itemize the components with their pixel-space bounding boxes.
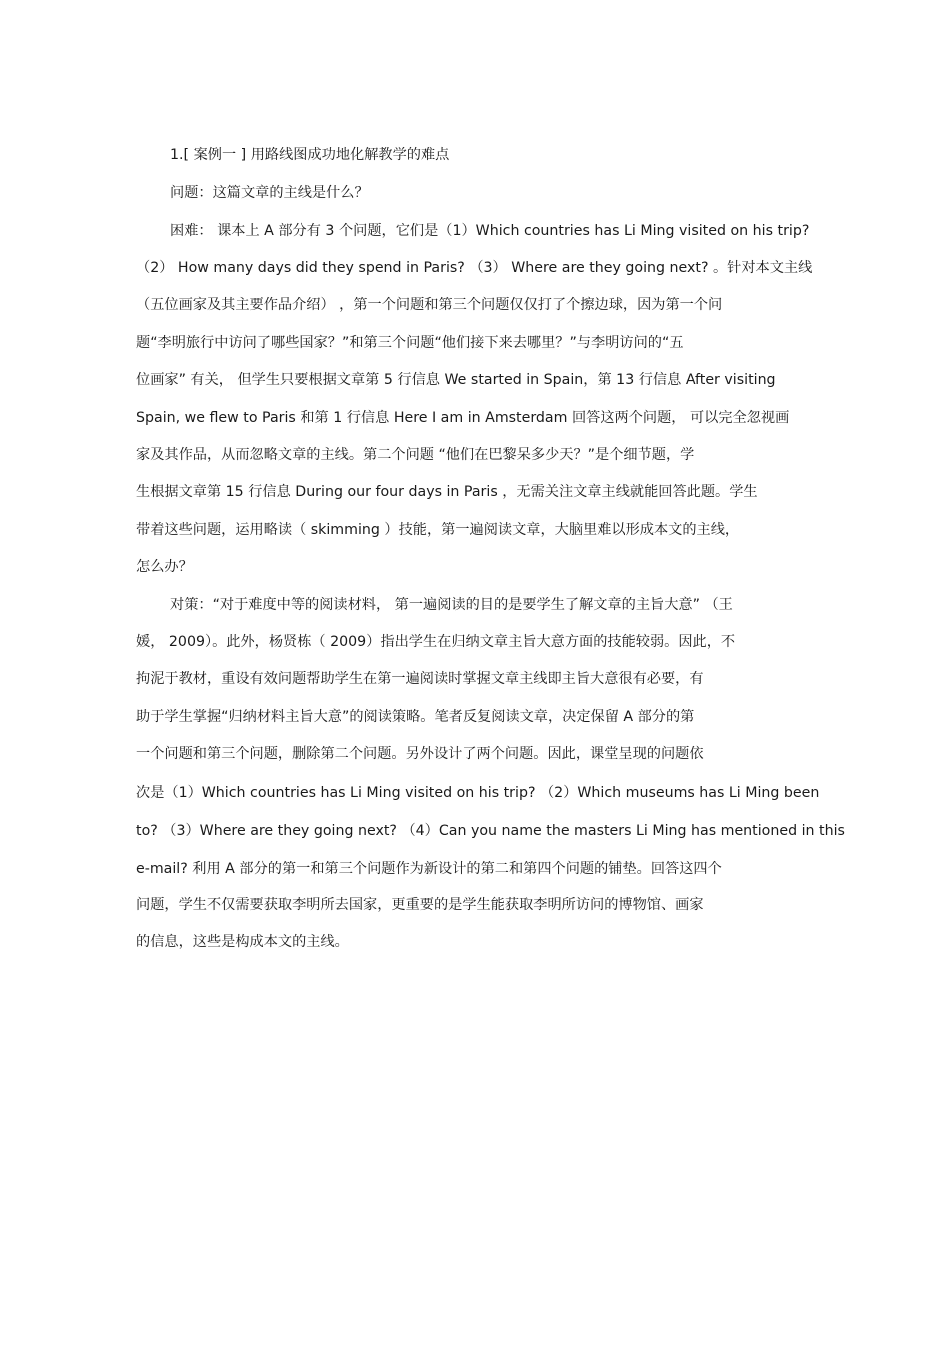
question-line: 问题：这篇文章的主线是什么？ <box>170 185 369 201</box>
text-line: Spain, we flew to Paris 和第 1 行信息 Here I am in Amsterdam 回答这两个问题， 可以完全忽视画 <box>136 410 790 426</box>
text-line: （五位画家及其主要作品介绍） ，第一个问题和第三个问题仅仅打了个擦边球，因为第一个问 <box>136 297 723 313</box>
text-line: e-mail? 利用 A 部分的第一和第三个问题作为新设计的第二和第四个问题的铺垫。回答这四个 <box>136 861 722 877</box>
text-line: 的信息，这些是构成本文的主线。 <box>136 934 349 950</box>
text-line: 家及其作品，从而忽略文章的主线。第二个问题 “他们在巴黎呆多少天？”是个细节题，学 <box>136 447 695 463</box>
text-line: 困难： 课本上 A 部分有 3 个问题，它们是（1）Which countries has Li Ming visited on his trip? <box>170 223 810 239</box>
text-line: 助于学生掌握“归纳材料主旨大意”的阅读策略。笔者反复阅读文章，决定保留 A 部分的第 <box>136 709 695 725</box>
case-heading: 1.[ 案例一 ] 用路线图成功地化解教学的难点 <box>170 147 450 163</box>
text-line: 带着这些问题，运用略读（ skimming ）技能，第一遍阅读文章，大脑里难以形成本文的主线， <box>136 522 740 538</box>
text-line: 媛， 2009）。此外，杨贤栋（ 2009）指出学生在归纳文章主旨大意方面的技能较弱。因此，不 <box>136 634 736 650</box>
text-line: （2） How many days did they spend in Paris? （3） Where are they going next? 。针对本文主线 <box>136 260 813 276</box>
text-line: 拘泥于教材，重设有效问题帮助学生在第一遍阅读时掌握文章主线即主旨大意很有必要，有 <box>136 671 704 687</box>
text-line: 一个问题和第三个问题，删除第二个问题。另外设计了两个问题。因此，课堂呈现的问题依 <box>136 746 704 762</box>
text-line: 对策：“对于难度中等的阅读材料， 第一遍阅读的目的是要学生了解文章的主旨大意” （王 <box>170 597 733 613</box>
text-line: 位画家” 有关， 但学生只要根据文章第 5 行信息 We started in Spain，第 13 行信息 After visiting <box>136 372 776 388</box>
text-line: 生根据文章第 15 行信息 During our four days in Paris ，无需关注文章主线就能回答此题。学生 <box>136 484 758 500</box>
text-line: 题“李明旅行中访问了哪些国家？”和第三个问题“他们接下来去哪里？”与李明访问的“五 <box>136 335 684 351</box>
text-line: 问题，学生不仅需要获取李明所去国家，更重要的是学生能获取李明所访问的博物馆、画家 <box>136 897 704 913</box>
text-line: to? （3）Where are they going next? （4）Can you name the masters Li Ming has mentioned in this <box>136 823 845 839</box>
text-line: 次是（1）Which countries has Li Ming visited on his trip? （2）Which museums has Li Ming been <box>136 785 820 801</box>
text-line: 怎么办？ <box>136 559 193 575</box>
